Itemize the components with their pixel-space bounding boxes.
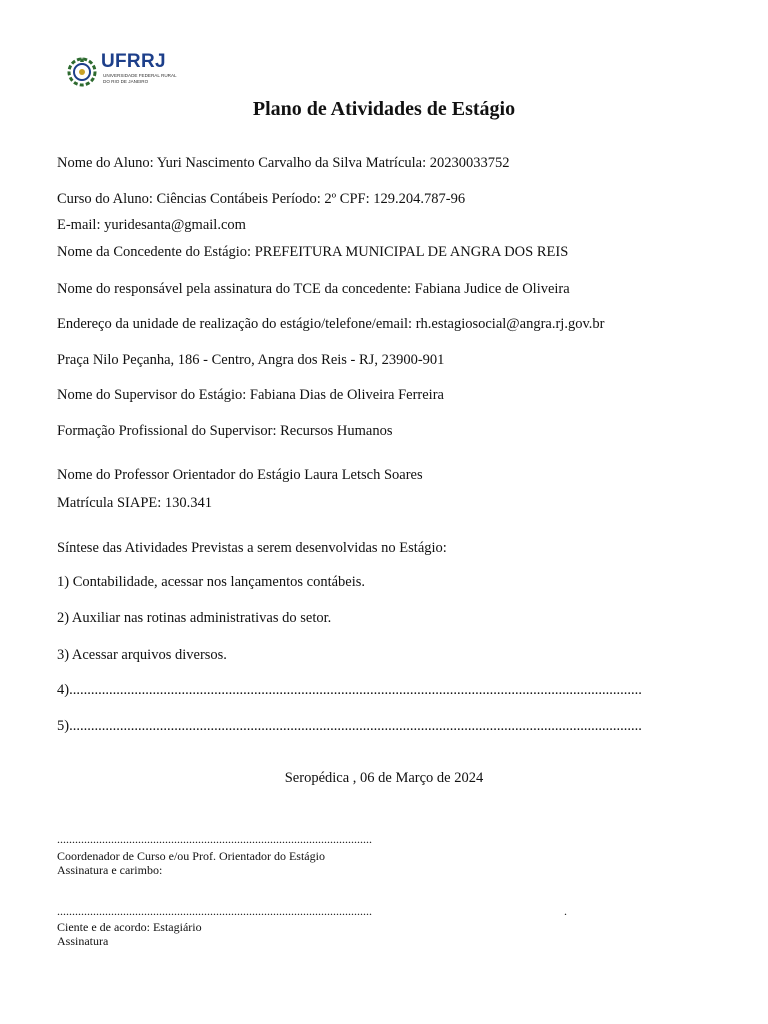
field-endereco: Praça Nilo Peçanha, 186 - Centro, Angra dos Reis - RJ, 23900-901 <box>57 352 445 368</box>
field-siape: Matrícula SIAPE: 130.341 <box>57 495 213 511</box>
atividade-item: 3) Acessar arquivos diversos. <box>57 647 227 663</box>
coordenador-signature-line: ......................................................................................................... <box>57 832 372 846</box>
atividade-item: 1) Contabilidade, acessar nos lançamentos contábeis. <box>57 574 366 590</box>
field-concedente: Nome da Concedente do Estágio: PREFEITURA MUNICIPAL DE ANGRA DOS REIS <box>57 244 569 260</box>
estagiario-signature-line: ......................................................................................................... <box>57 904 372 918</box>
ufrrj-emblem-icon <box>64 54 100 90</box>
atividade-item-blank: 4).............................................................................................................................................................. <box>57 682 642 698</box>
logo-wordmark: UFRRJ <box>101 51 166 72</box>
coordenador-label: Coordenador de Curso e/ou Prof. Orientador do Estágio <box>57 849 325 863</box>
field-responsavel: Nome do responsável pela assinatura do TCE da concedente: Fabiana Judice de Oliveira <box>57 281 570 297</box>
atividade-item-blank: 5).............................................................................................................................................................. <box>57 718 642 734</box>
estagiario-label: Ciente e de acordo: Estagiário <box>57 920 202 934</box>
logo-subtitle: UNIVERSIDADE FEDERAL RURAL DO RIO DE JANEIRO <box>103 73 177 84</box>
field-supervisor: Nome do Supervisor do Estágio: Fabiana Dias de Oliveira Ferreira <box>57 387 444 403</box>
atividade-item: 2) Auxiliar nas rotinas administrativas do setor. <box>57 610 332 626</box>
field-aluno: Nome do Aluno: Yuri Nascimento Carvalho da Silva Matrícula: 20230033752 <box>57 155 510 171</box>
field-formacao: Formação Profissional do Supervisor: Recursos Humanos <box>57 423 393 439</box>
page-title: Plano de Atividades de Estágio <box>252 98 516 120</box>
field-email: E-mail: yuridesanta@gmail.com <box>57 217 246 233</box>
estagiario-sub: Assinatura <box>57 934 109 948</box>
atividades-heading: Síntese das Atividades Previstas a serem desenvolvidas no Estágio: <box>57 540 447 556</box>
coordenador-sub: Assinatura e carimbo: <box>57 863 163 877</box>
field-curso: Curso do Aluno: Ciências Contábeis Período: 2º CPF: 129.204.787-96 <box>57 191 466 207</box>
field-endereco-label: Endereço da unidade de realização do estágio/telefone/email: rh.estagiosocial@angra.rj.gov.br <box>57 316 605 332</box>
date-line: Seropédica , 06 de Março de 2024 <box>284 770 484 786</box>
estagiario-dot: . <box>564 904 567 918</box>
field-orientador: Nome do Professor Orientador do Estágio Laura Letsch Soares <box>57 467 423 483</box>
